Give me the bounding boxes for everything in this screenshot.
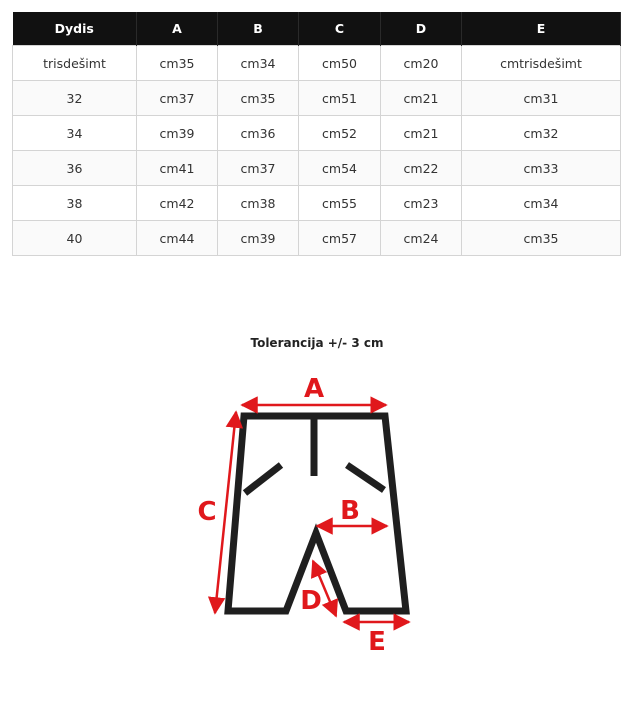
header-d: D [381,12,462,46]
cell-a: cm39 [137,116,218,151]
shorts-diagram [0,360,634,660]
cell-c: cm52 [299,116,381,151]
cell-b: cm38 [218,186,299,221]
table-row [13,221,621,256]
cell-b: cm36 [218,116,299,151]
right-pocket-line [347,465,384,490]
header-b: B [218,12,299,46]
cell-a: cm41 [137,151,218,186]
header-c: C [299,12,381,46]
cell-c: cm51 [299,81,381,116]
cell-d: cm23 [381,186,462,221]
cell-b: cm39 [218,221,299,256]
left-pocket-line [245,465,281,493]
table-row [13,46,621,81]
cell-e: cm35 [462,221,621,256]
cell-size: 34 [13,116,137,151]
header-size: Dydis [13,12,137,46]
cell-b: cm35 [218,81,299,116]
cell-a: cm42 [137,186,218,221]
cell-size: trisdešimt [13,46,137,81]
cell-c: cm54 [299,151,381,186]
cell-c: cm57 [299,221,381,256]
label-d: D [300,586,322,616]
cell-a: cm35 [137,46,218,81]
header-e: E [462,12,621,46]
cell-b: cm37 [218,151,299,186]
cell-e: cmtrisdešimt [462,46,621,81]
label-b: B [340,496,360,526]
cell-c: cm55 [299,186,381,221]
cell-size: 36 [13,151,137,186]
cell-e: cm32 [462,116,621,151]
label-a: A [303,374,325,404]
tolerance-note: Tolerancija +/- 3 cm [250,336,384,350]
size-table [12,12,621,256]
cell-e: cm31 [462,81,621,116]
cell-size: 38 [13,186,137,221]
label-e: E [368,627,386,657]
cell-d: cm22 [381,151,462,186]
cell-e: cm34 [462,186,621,221]
cell-a: cm37 [137,81,218,116]
cell-d: cm20 [381,46,462,81]
cell-a: cm44 [137,221,218,256]
cell-size: 40 [13,221,137,256]
table-row [13,116,621,151]
label-c: C [197,497,217,527]
cell-e: cm33 [462,151,621,186]
cell-d: cm21 [381,81,462,116]
table-row [13,81,621,116]
cell-b: cm34 [218,46,299,81]
header-a: A [137,12,218,46]
cell-d: cm24 [381,221,462,256]
table-row [13,186,621,221]
cell-c: cm50 [299,46,381,81]
table-row [13,151,621,186]
cell-d: cm21 [381,116,462,151]
cell-size: 32 [13,81,137,116]
header-row [13,12,621,46]
